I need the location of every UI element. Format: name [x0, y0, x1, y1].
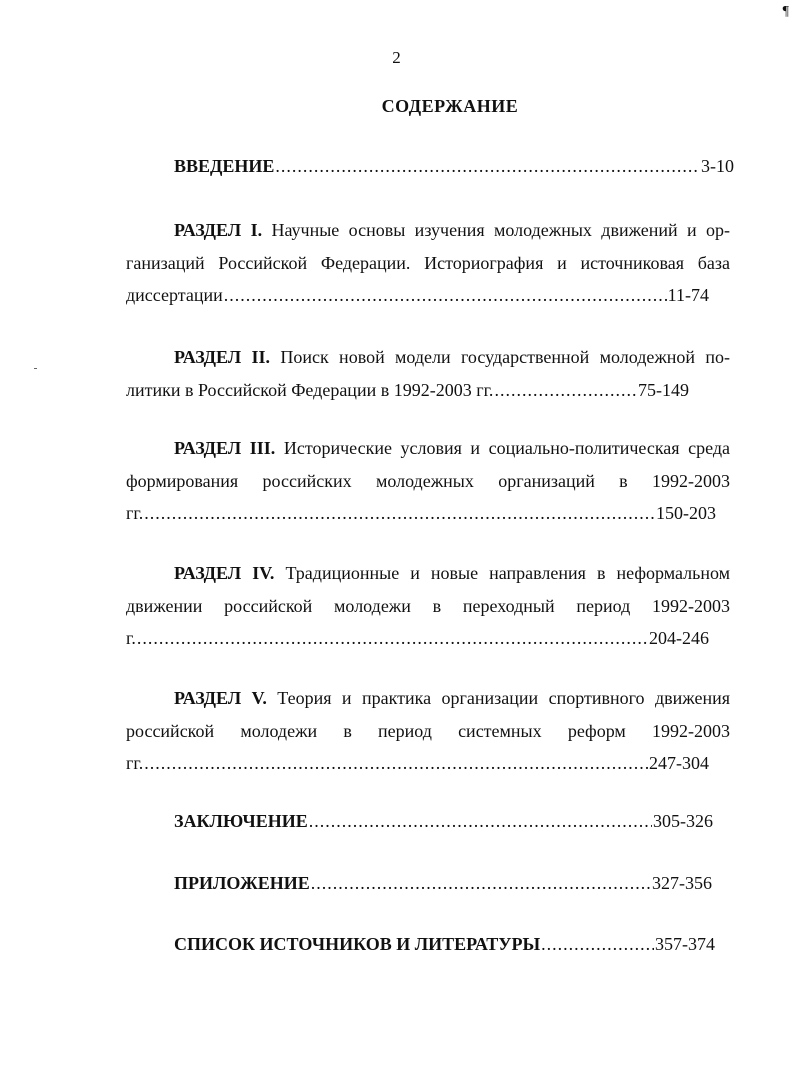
toc-text: гг. [126, 503, 144, 523]
toc-entry-section-1 [126, 214, 730, 312]
leader-dots [137, 622, 648, 655]
toc-section-head: РАЗДЕЛ IV. [174, 563, 275, 583]
toc-text: диссертации [126, 285, 223, 305]
toc-label: СПИСОК ИСТОЧНИКОВ И ЛИТЕРАТУРЫ [174, 934, 541, 954]
toc-label: ВВЕДЕНИЕ [174, 156, 275, 176]
toc-line [126, 432, 730, 465]
toc-pages: 150-203 [656, 503, 716, 523]
toc-section-head: РАЗДЕЛ V. [174, 688, 267, 708]
toc-entry-section-4 [126, 557, 730, 655]
toc-pages: 3-10 [701, 156, 734, 176]
leader-dots [224, 279, 667, 312]
leader-dots [311, 867, 651, 900]
toc-line: ганизаций Российской Федерации. Историография и источниковая база [126, 252, 730, 273]
toc-text: Теория и практика организации спортивного движения [277, 688, 730, 708]
toc-pages: 204-246 [649, 628, 709, 648]
toc-pages: 75-149 [638, 379, 689, 400]
toc-entry-section-2 [126, 341, 730, 406]
leader-dots [541, 928, 654, 961]
toc-label: ЗАКЛЮЧЕНИЕ [174, 811, 308, 831]
toc-entry-section-5 [126, 682, 730, 780]
toc-line [126, 214, 730, 247]
toc-pages: 11-74 [667, 285, 709, 305]
toc-text: Исторические условия и социально-политическая среда [283, 438, 731, 458]
toc-text: Поиск новой модели государственной молодежной по- [280, 347, 730, 367]
toc-text: Традиционные и новые направления в неформальном [285, 563, 731, 583]
toc-line [126, 682, 730, 715]
toc-pages: 327-356 [652, 873, 712, 893]
toc-line [126, 557, 730, 590]
leader-dots [144, 497, 655, 530]
toc-entry-conclusion [126, 805, 730, 838]
scan-speck [34, 368, 37, 369]
toc-line: формирования российских молодежных организаций в 1992-2003 [126, 470, 730, 491]
toc-pages: 357-374 [655, 934, 715, 954]
toc-line [126, 341, 730, 374]
leader-dots [494, 374, 637, 407]
toc-text: Научные основы изучения молодежных движений и ор- [271, 220, 731, 240]
toc-section-head: РАЗДЕЛ III. [174, 438, 276, 458]
page-number: 2 [392, 48, 401, 67]
toc-section-head: РАЗДЕЛ I. [174, 220, 263, 240]
page-title: СОДЕРЖАНИЕ [381, 96, 519, 116]
leader-dots [309, 805, 652, 838]
toc-section-head: РАЗДЕЛ II. [174, 347, 271, 367]
toc-pages: 247-304 [649, 753, 709, 773]
toc-entry-sources [126, 928, 730, 961]
toc-line: российской молодежи в период системных реформ 1992-2003 [126, 720, 730, 741]
leader-dots [144, 747, 648, 780]
toc-text: г. [126, 628, 136, 648]
toc-line: движении российской молодежи в переходный период 1992-2003 [126, 595, 730, 616]
toc-text: гг. [126, 753, 144, 773]
toc-entry-appendix [126, 867, 730, 900]
toc-pages: 305-326 [653, 811, 713, 831]
toc-text: литики в Российской Федерации в 1992-2003 гг. [126, 379, 494, 400]
toc-entry-section-3 [126, 432, 730, 530]
corner-mark: ¶ [782, 4, 789, 19]
leader-dots [275, 150, 700, 183]
toc-entry-intro [126, 150, 734, 183]
toc-label: ПРИЛОЖЕНИЕ [174, 873, 310, 893]
